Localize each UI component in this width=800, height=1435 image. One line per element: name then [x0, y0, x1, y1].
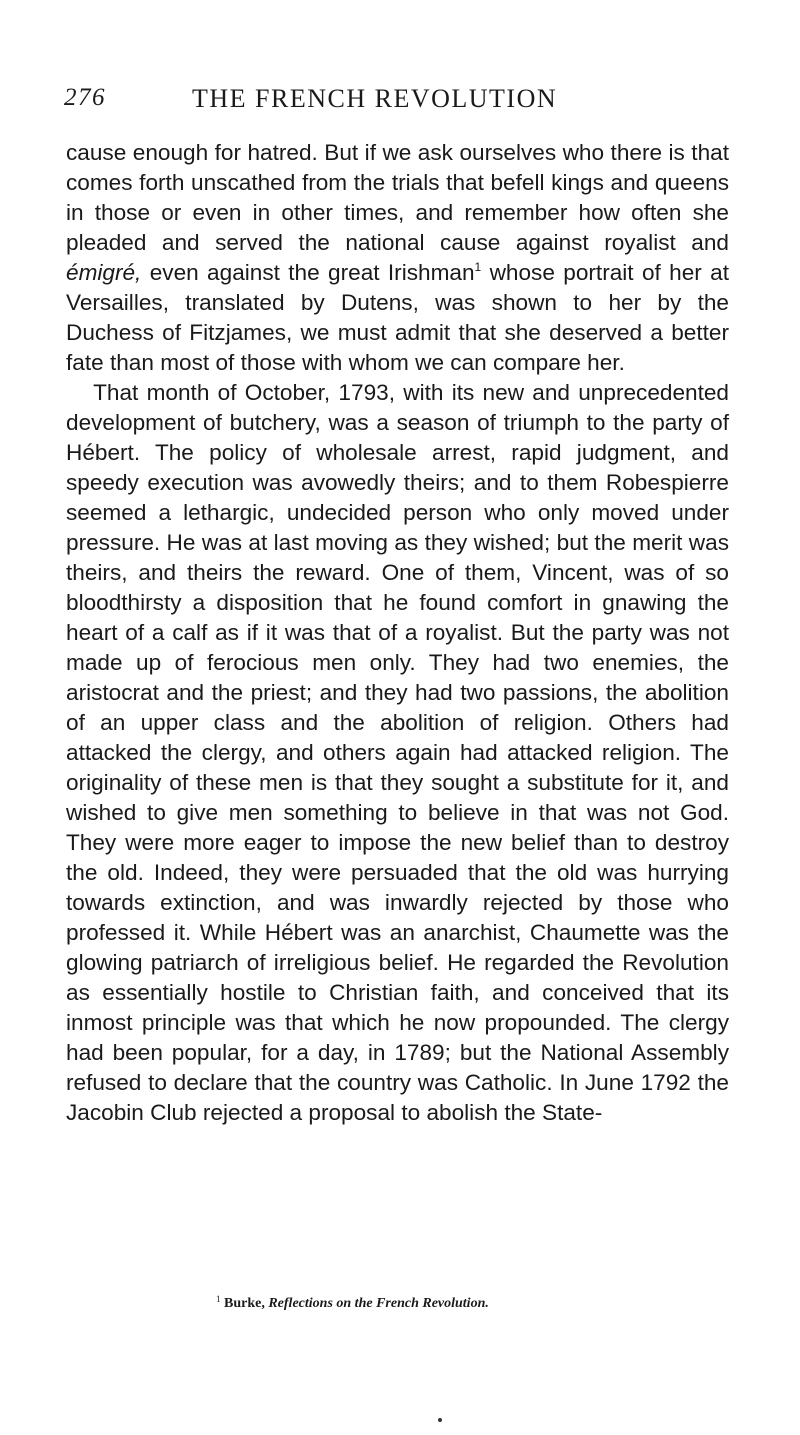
running-title: THE FRENCH REVOLUTION: [192, 84, 558, 113]
footnote-marker: 1: [216, 1294, 221, 1304]
page-header: [64, 84, 744, 120]
footnote-author: Burke,: [224, 1296, 265, 1311]
body-text: [66, 138, 729, 1128]
footnote: [216, 1296, 716, 1312]
paragraph-2: That month of October, 1793, with its new and unprecedented development of butchery, was a season of triumph to the party of Hébert. The policy of wholesale arrest, rapid judgment, and speedy execution was avowedly theirs; and to them Robespierre seemed a lethargic, undecided person who only moved under pressure. He was at last moving as they wished; but the merit was theirs, and theirs the reward. One of them, Vincent, was of so bloodthirsty a disposition that he found comfort in gnawing the heart of a calf as if it was that of a royalist. But the party was not made up of ferocious men only. They had two enemies, the aristocrat and the priest; and they had two passions, the abolition of an upper class and the abolition of religion. Others had attacked the clergy, and others again had attacked religion. The originality of these men is that they sought a substitute for it, and wished to give men something to believe in that was not God. They were more eager to impose the new belief than to destroy the old. Indeed, they were persuaded that the old was hurrying towards extinction, and was inwardly rejected by those who professed it. While Hébert was an anarchist, Chaumette was the glowing patriarch of irreligious belief. He regarded the Revolution as essentially hostile to Christian faith, and conceived that its inmost principle was that which he now propounded. The clergy had been popular, for a day, in 1789; but the National Assembly refused to declare that the country was Catholic. In June 1792 the Jacobin Club rejected a proposal to abolish the State-: [66, 380, 729, 1125]
printer-mark: [438, 1418, 442, 1422]
page-number: 276: [64, 84, 106, 111]
paragraph-1: [66, 138, 729, 378]
paragraph-1-part-2: even against the great Irishman: [141, 260, 475, 285]
paragraph-1-part-3: whose portrait of her at Versailles, translated by Dutens, was shown to her by the Duchess of Fitzjames, we must admit that she deserved a better fate than most of those with whom we can compare her.: [66, 260, 730, 375]
footnote-reference: 1: [474, 260, 482, 274]
footnote-title: Reflections on the French Revolution.: [268, 1296, 489, 1311]
emigre-italic: émigré,: [66, 260, 142, 285]
paragraph-1-part-1: cause enough for hatred. But if we ask ourselves who there is that comes forth unscathed from the trials that befell kings and queens in those or even in other times, and remember how often she pleaded and served the national cause against royalist and: [66, 140, 729, 255]
